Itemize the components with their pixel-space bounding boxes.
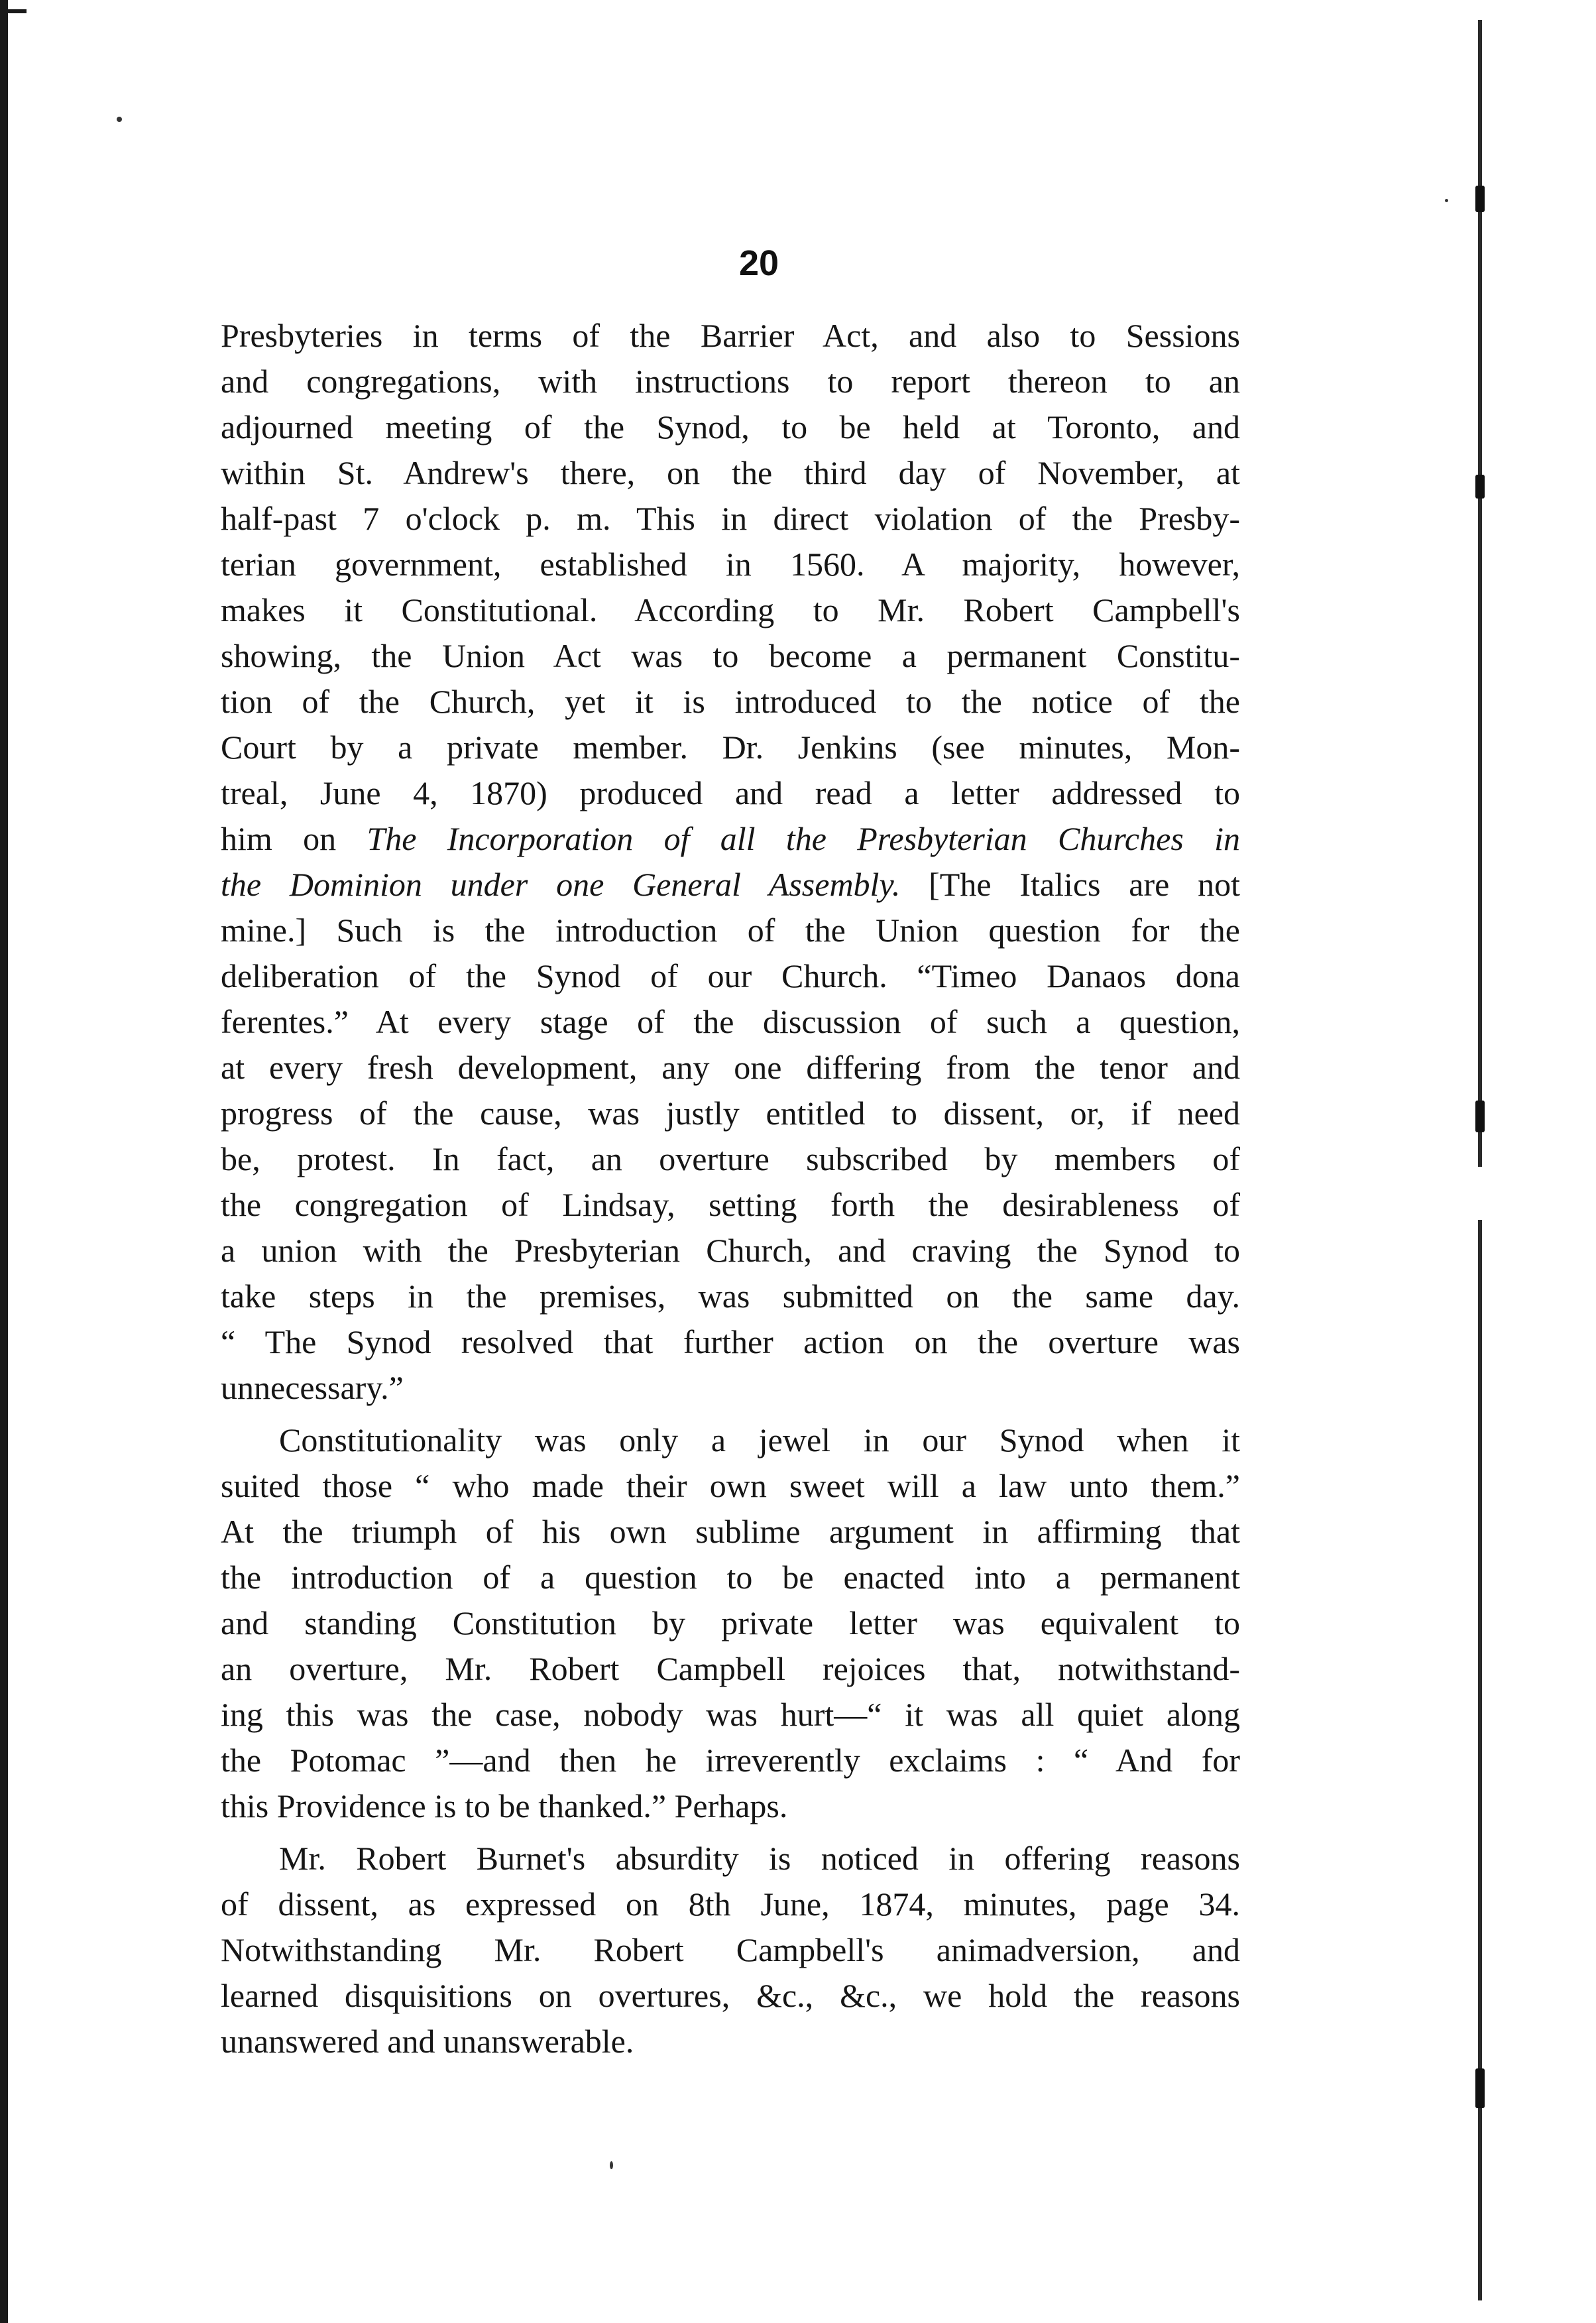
text-run: unanswered and unanswerable. (221, 2023, 634, 2060)
text-run: him on (221, 820, 367, 857)
text-line (221, 1600, 1240, 1646)
text-line (221, 862, 1240, 908)
text-line (221, 496, 1240, 542)
text-run: unnecessary.” (221, 1369, 404, 1406)
text-line (221, 1136, 1240, 1182)
text-run: “ The Synod resolved that further action on the overture was (221, 1323, 1240, 1360)
text-run: suited those “ who made their own sweet will a law unto them.” (221, 1467, 1240, 1504)
paragraph (221, 1417, 1240, 1829)
text-run: a union with the Presbyterian Church, and craving the Synod to (221, 1232, 1240, 1269)
text-run: within St. Andrew's there, on the third day of November, at (221, 454, 1240, 491)
text-run: terian government, established in 1560. A majority, however, (221, 546, 1240, 583)
text-line (221, 587, 1240, 633)
scan-speck (610, 2161, 613, 2169)
text-run: of dissent, as expressed on 8th June, 1874, minutes, page 34. (221, 1885, 1240, 1923)
text-run: the congregation of Lindsay, setting forth the desirableness of (221, 1186, 1240, 1223)
text-run: and standing Constitution by private letter was equivalent to (221, 1604, 1240, 1641)
text-run: Court by a private member. Dr. Jenkins (see minutes, Mon- (221, 729, 1240, 766)
text-line (221, 1646, 1240, 1692)
text-run: ing this was the case, nobody was hurt—“ it was all quiet along (221, 1696, 1240, 1733)
text-run: tion of the Church, yet it is introduced to the notice of the (221, 683, 1240, 720)
text-line (221, 1555, 1240, 1600)
text-line (221, 1783, 1240, 1829)
binding-notch (1475, 2068, 1485, 2108)
text-line (221, 542, 1240, 587)
text-line (221, 1509, 1240, 1555)
text-line (221, 1045, 1240, 1091)
scan-speck (1445, 199, 1448, 202)
text-line (221, 725, 1240, 770)
text-line (221, 404, 1240, 450)
text-run: be, protest. In fact, an overture subscribed by members of (221, 1140, 1240, 1177)
text-line (221, 1738, 1240, 1783)
text-run: this Providence is to be thanked.” Perhaps. (221, 1787, 788, 1824)
text-line (221, 908, 1240, 953)
text-run: deliberation of the Synod of our Church. “Timeo Danaos dona (221, 957, 1240, 994)
text-line (221, 2019, 1240, 2064)
text-run: showing, the Union Act was to become a permanent Constitu- (221, 637, 1240, 674)
text-line (221, 1836, 1240, 1881)
text-run: Constitutionality was only a jewel in our Synod when it (279, 1421, 1240, 1459)
text-line (221, 1182, 1240, 1228)
text-line (221, 816, 1240, 862)
text-line (221, 1881, 1240, 1927)
page-number: 20 (738, 243, 779, 283)
text-line (221, 953, 1240, 999)
text-line (221, 1228, 1240, 1274)
text-line (221, 1692, 1240, 1738)
text-run: [The Italics are not (900, 866, 1240, 903)
scan-speck (117, 117, 122, 122)
text-line (221, 679, 1240, 725)
text-run: learned disquisitions on overtures, &c., &c., we hold the reasons (221, 1977, 1240, 2014)
text-run: treal, June 4, 1870) produced and read a letter addressed to (221, 774, 1240, 811)
text-run: an overture, Mr. Robert Campbell rejoices that, notwithstand- (221, 1650, 1240, 1687)
text-run: adjourned meeting of the Synod, to be held at Toronto, and (221, 408, 1240, 446)
italic-text: The Incorporation of all the Presbyterian Churches in (367, 820, 1240, 857)
text-line (221, 770, 1240, 816)
text-line (221, 1274, 1240, 1319)
text-line (221, 999, 1240, 1045)
text-run: progress of the cause, was justly entitled to dissent, or, if need (221, 1095, 1240, 1132)
text-line (221, 313, 1240, 359)
text-run: the introduction of a question to be enacted into a permanent (221, 1559, 1240, 1596)
text-line (221, 633, 1240, 679)
text-run: At the triumph of his own sublime argument in affirming that (221, 1513, 1240, 1550)
binding-notch (1475, 475, 1485, 499)
text-line (221, 359, 1240, 404)
text-run: ferentes.” At every stage of the discussion of such a question, (221, 1003, 1240, 1040)
text-line (221, 1365, 1240, 1411)
text-run: at every fresh development, any one differing from the tenor and (221, 1049, 1240, 1086)
text-run: Notwithstanding Mr. Robert Campbell's animadversion, and (221, 1931, 1240, 1968)
binding-notch (1475, 186, 1485, 212)
paragraph (221, 313, 1240, 1411)
text-run: the Potomac ”—and then he irreverently exclaims : “ And for (221, 1742, 1240, 1779)
text-line (221, 1091, 1240, 1136)
text-run: half-past 7 o'clock p. m. This in direct violation of the Presby- (221, 500, 1240, 537)
text-run: Mr. Robert Burnet's absurdity is noticed in offering reasons (279, 1840, 1240, 1877)
text-run: take steps in the premises, was submitted on the same day. (221, 1278, 1240, 1315)
body-text (221, 313, 1240, 2064)
text-run: and congregations, with instructions to report thereon to an (221, 363, 1240, 400)
paragraph (221, 1836, 1240, 2064)
text-run: Presbyteries in terms of the Barrier Act, and also to Sessions (221, 317, 1240, 354)
text-line (221, 1319, 1240, 1365)
binding-notch (1475, 1101, 1485, 1132)
binding-edge (1478, 20, 1482, 2300)
text-line (221, 1417, 1240, 1463)
binding-edge-gap (1478, 1167, 1482, 1220)
text-run: mine.] Such is the introduction of the Union question for the (221, 912, 1240, 949)
italic-text: the Dominion under one General Assembly. (221, 866, 901, 903)
text-line (221, 450, 1240, 496)
text-line (221, 1463, 1240, 1509)
scan-left-edge (0, 0, 8, 2323)
scan-left-edge-tick (0, 9, 27, 13)
text-run: makes it Constitutional. According to Mr. Robert Campbell's (221, 591, 1240, 628)
text-line (221, 1927, 1240, 1973)
text-line (221, 1973, 1240, 2019)
